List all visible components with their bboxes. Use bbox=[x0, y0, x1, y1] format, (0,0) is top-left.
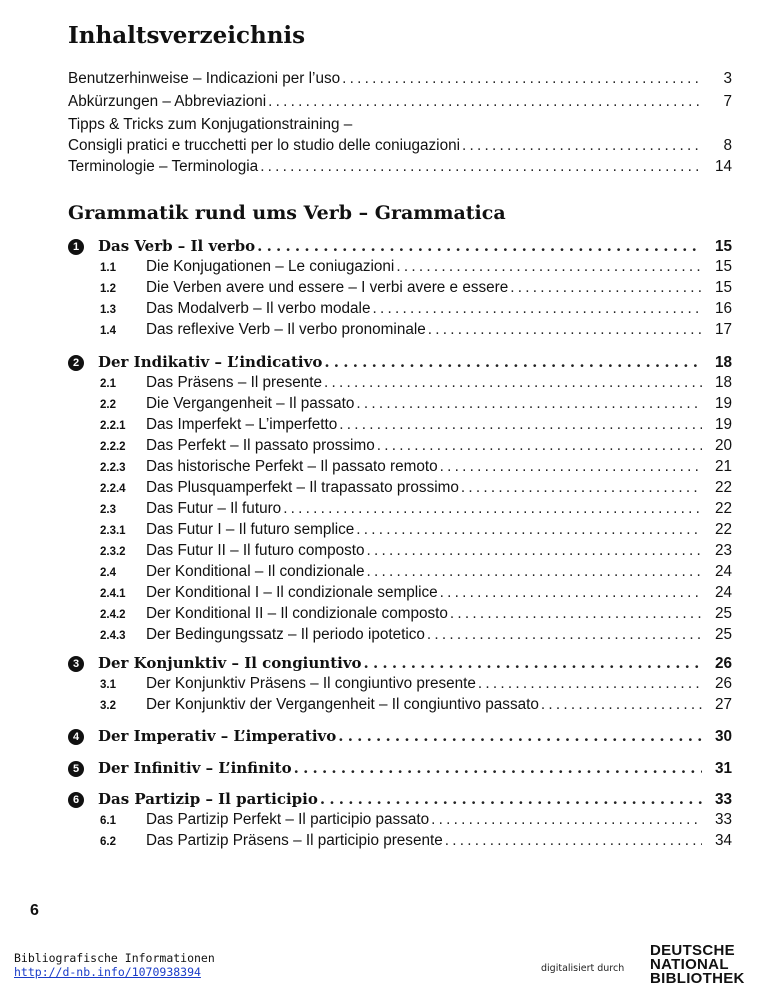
leader-dots bbox=[281, 500, 702, 518]
toc-entry-label: Tipps & Tricks zum Konjugationstraining – bbox=[68, 116, 353, 133]
subentry-page: 27 bbox=[714, 696, 732, 713]
subentry-number: 1.1 bbox=[100, 262, 116, 274]
toc-subentry[interactable] bbox=[100, 300, 732, 320]
leader-dots bbox=[255, 237, 702, 255]
subentry-page: 25 bbox=[714, 626, 732, 643]
subentry-page: 23 bbox=[714, 542, 732, 559]
subentry-number: 1.4 bbox=[100, 325, 116, 337]
dnb-logo-line: NATIONAL bbox=[650, 956, 729, 973]
leader-dots bbox=[476, 675, 702, 693]
section-title: Grammatik rund ums Verb – Grammatica bbox=[68, 202, 506, 224]
leader-dots bbox=[394, 258, 702, 276]
subentry-number: 3.2 bbox=[100, 700, 116, 712]
chapter-page: 33 bbox=[714, 791, 732, 808]
subentry-page: 33 bbox=[714, 811, 732, 828]
toc-subentry[interactable] bbox=[100, 563, 732, 583]
subentry-label: Der Konditional – Il condizionale bbox=[146, 563, 365, 580]
subentry-label: Das Modalverb – Il verbo modale bbox=[146, 300, 371, 317]
dnb-logo-line: BIBLIOTHEK bbox=[650, 970, 745, 987]
chapter-number-badge: 5 bbox=[68, 761, 84, 777]
chapter-entry[interactable] bbox=[68, 759, 732, 779]
chapter-label: Das Verb – Il verbo bbox=[98, 237, 256, 255]
leader-dots bbox=[292, 759, 702, 777]
toc-subentry[interactable] bbox=[100, 321, 732, 341]
toc-subentry[interactable] bbox=[100, 605, 732, 625]
toc-subentry[interactable] bbox=[100, 521, 732, 541]
toc-subentry[interactable] bbox=[100, 626, 732, 646]
toc-subentry[interactable] bbox=[100, 811, 732, 831]
leader-dots bbox=[460, 137, 702, 155]
toc-subentry[interactable] bbox=[100, 279, 732, 299]
bibliographic-info bbox=[14, 951, 215, 979]
subentry-page: 24 bbox=[714, 563, 732, 580]
toc-entry-page: 8 bbox=[723, 137, 732, 154]
toc-entry[interactable] bbox=[68, 137, 732, 157]
page-number: 6 bbox=[30, 902, 39, 919]
leader-dots bbox=[318, 790, 702, 808]
toc-entry-label: Consigli pratici e trucchetti per lo studio delle coniugazioni bbox=[68, 137, 460, 154]
subentry-number: 2.2 bbox=[100, 399, 116, 411]
subentry-page: 15 bbox=[714, 258, 732, 275]
subentry-label: Das historische Perfekt – Il passato remoto bbox=[146, 458, 438, 475]
toc-entry[interactable] bbox=[68, 93, 732, 113]
chapter-page: 30 bbox=[714, 728, 732, 745]
toc-subentry[interactable] bbox=[100, 416, 732, 436]
leader-dots bbox=[425, 626, 702, 644]
toc-entry-label: Abkürzungen – Abbreviazioni bbox=[68, 93, 267, 110]
subentry-page: 21 bbox=[714, 458, 732, 475]
subentry-number: 6.2 bbox=[100, 836, 116, 848]
leader-dots bbox=[426, 321, 702, 339]
chapter-page: 26 bbox=[714, 655, 732, 672]
toc-subentry[interactable] bbox=[100, 258, 732, 278]
subentry-page: 24 bbox=[714, 584, 732, 601]
subentry-number: 2.3 bbox=[100, 504, 116, 516]
subentry-number: 2.2.3 bbox=[100, 462, 126, 474]
biblio-link[interactable]: http://d-nb.info/1070938394 bbox=[14, 965, 201, 979]
chapter-number-badge: 1 bbox=[68, 239, 84, 255]
subentry-number: 1.2 bbox=[100, 283, 116, 295]
subentry-page: 15 bbox=[714, 279, 732, 296]
subentry-number: 6.1 bbox=[100, 815, 116, 827]
toc-entry[interactable] bbox=[68, 158, 732, 178]
subentry-label: Die Vergangenheit – Il passato bbox=[146, 395, 355, 412]
chapter-label: Das Partizip – Il participio bbox=[98, 790, 318, 808]
chapter-label: Der Imperativ – L’imperativo bbox=[98, 727, 337, 745]
subentry-label: Das Futur I – Il futuro semplice bbox=[146, 521, 355, 538]
subentry-number: 2.3.1 bbox=[100, 525, 126, 537]
subentry-number: 2.2.2 bbox=[100, 441, 126, 453]
subentry-number: 2.4.1 bbox=[100, 588, 126, 600]
toc-subentry[interactable] bbox=[100, 437, 732, 457]
chapter-entry[interactable] bbox=[68, 654, 732, 674]
subentry-number: 2.4 bbox=[100, 567, 116, 579]
subentry-label: Das reflexive Verb – Il verbo pronominale bbox=[146, 321, 426, 338]
subentry-page: 22 bbox=[714, 521, 732, 538]
subentry-label: Das Perfekt – Il passato prossimo bbox=[146, 437, 375, 454]
biblio-label: Bibliografische Informationen bbox=[14, 951, 215, 965]
toc-subentry[interactable] bbox=[100, 458, 732, 478]
leader-dots bbox=[354, 395, 702, 413]
subentry-label: Der Konditional I – Il condizionale semplice bbox=[146, 584, 438, 601]
toc-subentry[interactable] bbox=[100, 500, 732, 520]
toc-entry-page: 7 bbox=[723, 93, 732, 110]
chapter-page: 31 bbox=[714, 760, 732, 777]
leader-dots bbox=[266, 93, 702, 111]
toc-subentry[interactable] bbox=[100, 479, 732, 499]
leader-dots bbox=[354, 521, 702, 539]
chapter-page: 15 bbox=[714, 238, 732, 255]
subentry-number: 2.2.4 bbox=[100, 483, 126, 495]
subentry-page: 26 bbox=[714, 675, 732, 692]
toc-subentry[interactable] bbox=[100, 675, 732, 695]
leader-dots bbox=[337, 416, 702, 434]
chapter-label: Der Indikativ – L’indicativo bbox=[98, 353, 323, 371]
leader-dots bbox=[459, 479, 702, 497]
leader-dots bbox=[438, 584, 702, 602]
subentry-page: 34 bbox=[714, 832, 732, 849]
chapter-number-badge: 2 bbox=[68, 355, 84, 371]
subentry-page: 19 bbox=[714, 416, 732, 433]
toc-subentry[interactable] bbox=[100, 696, 732, 716]
leader-dots bbox=[443, 832, 702, 850]
toc-entry-label: Terminologie – Terminologia bbox=[68, 158, 259, 175]
dnb-logo bbox=[650, 944, 765, 990]
leader-dots bbox=[340, 70, 702, 88]
chapter-entry[interactable] bbox=[68, 790, 732, 810]
subentry-page: 22 bbox=[714, 500, 732, 517]
subentry-label: Das Futur II – Il futuro composto bbox=[146, 542, 365, 559]
chapter-label: Der Konjunktiv – Il congiuntivo bbox=[98, 654, 362, 672]
subentry-number: 2.4.2 bbox=[100, 609, 126, 621]
leader-dots bbox=[365, 542, 703, 560]
leader-dots bbox=[438, 458, 702, 476]
leader-dots bbox=[448, 605, 702, 623]
chapter-entry[interactable] bbox=[68, 727, 732, 747]
leader-dots bbox=[336, 727, 702, 745]
page-title: Inhaltsverzeichnis bbox=[68, 22, 306, 49]
leader-dots bbox=[370, 300, 702, 318]
chapter-page: 18 bbox=[714, 354, 732, 371]
toc-subentry[interactable] bbox=[100, 584, 732, 604]
leader-dots bbox=[508, 279, 702, 297]
toc-entry-page: 3 bbox=[723, 70, 732, 87]
toc-subentry[interactable] bbox=[100, 395, 732, 415]
subentry-page: 16 bbox=[714, 300, 732, 317]
chapter-entry[interactable] bbox=[68, 353, 732, 373]
subentry-page: 25 bbox=[714, 605, 732, 622]
toc-entry-page: 14 bbox=[714, 158, 732, 175]
subentry-label: Der Konjunktiv der Vergangenheit – Il congiuntivo passato bbox=[146, 696, 539, 713]
leader-dots bbox=[375, 437, 702, 455]
toc-subentry[interactable] bbox=[100, 832, 732, 852]
subentry-label: Die Konjugationen – Le coniugazioni bbox=[146, 258, 395, 275]
subentry-number: 3.1 bbox=[100, 679, 116, 691]
subentry-label: Das Partizip Perfekt – Il participio passato bbox=[146, 811, 430, 828]
chapter-number-badge: 4 bbox=[68, 729, 84, 745]
subentry-label: Das Futur – Il futuro bbox=[146, 500, 282, 517]
subentry-label: Die Verben avere und essere – I verbi avere e essere bbox=[146, 279, 509, 296]
chapter-entry[interactable] bbox=[68, 237, 732, 257]
subentry-number: 1.3 bbox=[100, 304, 116, 316]
toc-entry[interactable] bbox=[68, 70, 732, 90]
subentry-label: Der Bedingungssatz – Il periodo ipotetico bbox=[146, 626, 425, 643]
subentry-page: 22 bbox=[714, 479, 732, 496]
chapter-label: Der Infinitiv – L’infinito bbox=[98, 759, 292, 777]
toc-entry[interactable] bbox=[68, 116, 732, 136]
subentry-label: Das Partizip Präsens – Il participio presente bbox=[146, 832, 443, 849]
leader-dots bbox=[362, 654, 702, 672]
subentry-number: 2.2.1 bbox=[100, 420, 126, 432]
subentry-label: Der Konjunktiv Präsens – Il congiuntivo presente bbox=[146, 675, 476, 692]
subentry-number: 2.4.3 bbox=[100, 630, 126, 642]
subentry-page: 19 bbox=[714, 395, 732, 412]
digitized-by-label: digitalisiert durch bbox=[541, 963, 625, 974]
subentry-page: 20 bbox=[714, 437, 732, 454]
subentry-page: 17 bbox=[714, 321, 732, 338]
leader-dots bbox=[322, 353, 702, 371]
subentry-label: Das Präsens – Il presente bbox=[146, 374, 323, 391]
subentry-label: Der Konditional II – Il condizionale composto bbox=[146, 605, 448, 622]
leader-dots bbox=[258, 158, 702, 176]
subentry-label: Das Plusquamperfekt – Il trapassato prossimo bbox=[146, 479, 459, 496]
subentry-number: 2.1 bbox=[100, 378, 116, 390]
leader-dots bbox=[539, 696, 702, 714]
subentry-number: 2.3.2 bbox=[100, 546, 126, 558]
leader-dots bbox=[322, 374, 702, 392]
toc-entry-label: Benutzerhinweise – Indicazioni per l’uso bbox=[68, 70, 341, 87]
chapter-number-badge: 6 bbox=[68, 792, 84, 808]
toc-subentry[interactable] bbox=[100, 542, 732, 562]
chapter-number-badge: 3 bbox=[68, 656, 84, 672]
leader-dots bbox=[429, 811, 702, 829]
dnb-logo-line: DEUTSCHE bbox=[650, 942, 735, 959]
toc-subentry[interactable] bbox=[100, 374, 732, 394]
leader-dots bbox=[365, 563, 702, 581]
subentry-page: 18 bbox=[714, 374, 732, 391]
subentry-label: Das Imperfekt – L’imperfetto bbox=[146, 416, 338, 433]
